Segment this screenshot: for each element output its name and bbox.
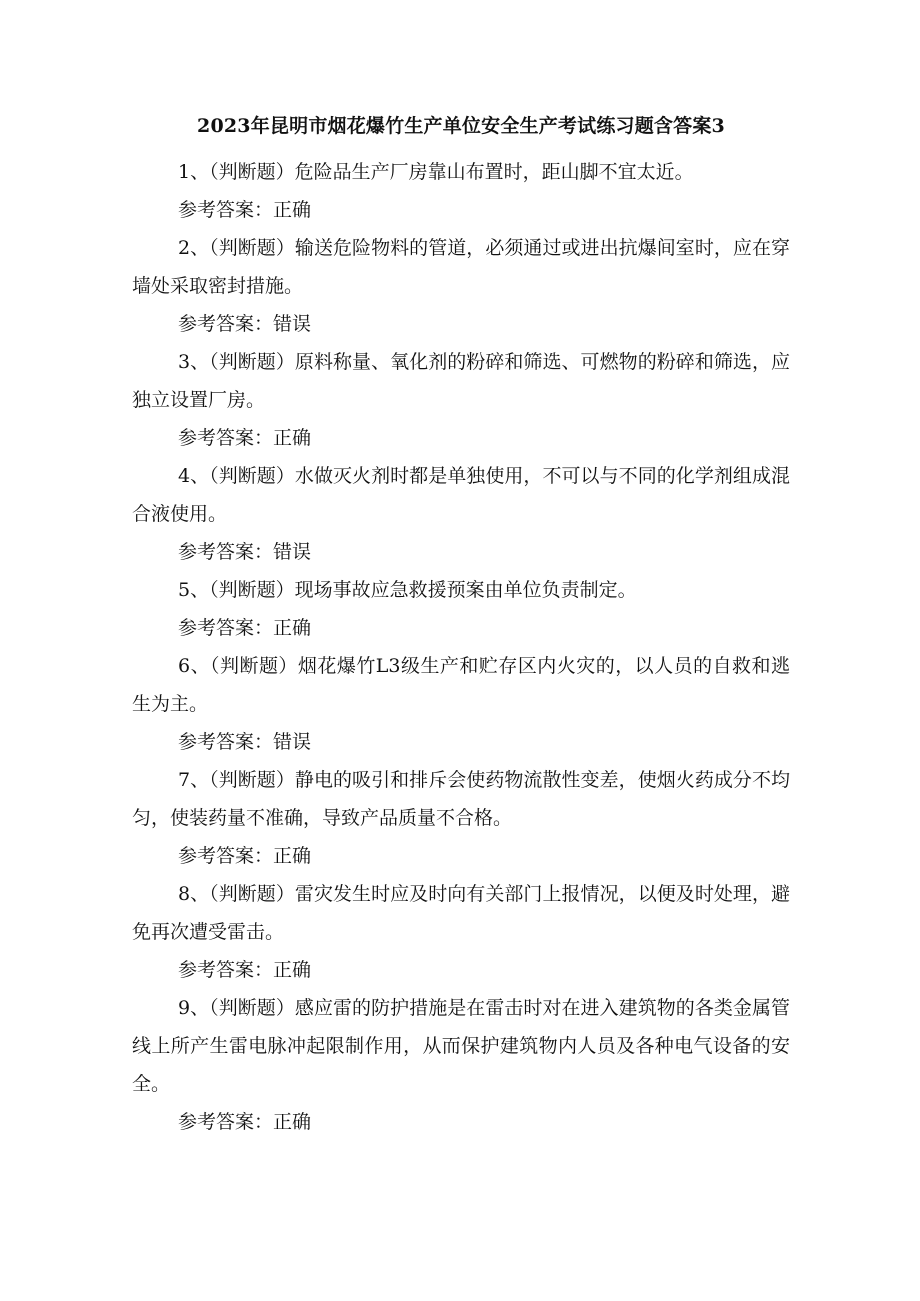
answer-text: 参考答案：正确 [178, 427, 312, 449]
answer-text: 参考答案：错误 [178, 731, 312, 753]
question-block-2 [132, 229, 790, 343]
question-text: 3、（判断题）原料称量、氧化剂的粉碎和筛选、可燃物的粉碎和筛选，应独立设置厂房。 [132, 351, 790, 411]
question-block-8 [132, 875, 790, 989]
answer-text: 参考答案：错误 [178, 541, 312, 563]
question-text: 2、（判断题）输送危险物料的管道，必须通过或进出抗爆间室时，应在穿墙处采取密封措施。 [132, 237, 790, 297]
question-text: 7、（判断题）静电的吸引和排斥会使药物流散性变差，使烟火药成分不均匀，使装药量不准确，导致产品质量不合格。 [132, 769, 790, 829]
question-text: 9、（判断题）感应雷的防护措施是在雷击时对在进入建筑物的各类金属管线上所产生雷电脉冲起限制作用，从而保护建筑物内人员及各种电气设备的安全。 [132, 997, 790, 1095]
question-text: 4、（判断题）水做灭火剂时都是单独使用，不可以与不同的化学剂组成混合液使用。 [132, 465, 790, 525]
question-block-6 [132, 647, 790, 761]
answer-text: 参考答案：正确 [178, 1111, 312, 1133]
question-text: 8、（判断题）雷灾发生时应及时向有关部门上报情况，以便及时处理，避免再次遭受雷击。 [132, 883, 790, 943]
question-block-1 [132, 153, 790, 229]
answer-text: 参考答案：错误 [178, 313, 312, 335]
answer-text: 参考答案：正确 [178, 845, 312, 867]
answer-text: 参考答案：正确 [178, 199, 312, 221]
question-block-7 [132, 761, 790, 875]
question-block-4 [132, 457, 790, 571]
question-text: 5、（判断题）现场事故应急救援预案由单位负责制定。 [178, 579, 637, 601]
question-text: 1、（判断题）危险品生产厂房靠山布置时，距山脚不宜太近。 [178, 161, 694, 183]
document-title: 2023年昆明市烟花爆竹生产单位安全生产考试练习题含答案3 [197, 115, 725, 137]
question-block-5 [132, 571, 790, 647]
answer-text: 参考答案：正确 [178, 959, 312, 981]
question-block-3 [132, 343, 790, 457]
question-block-9 [132, 989, 790, 1141]
question-text: 6、（判断题）烟花爆竹L3级生产和贮存区内火灾的，以人员的自救和逃生为主。 [132, 655, 790, 715]
answer-text: 参考答案：正确 [178, 617, 312, 639]
